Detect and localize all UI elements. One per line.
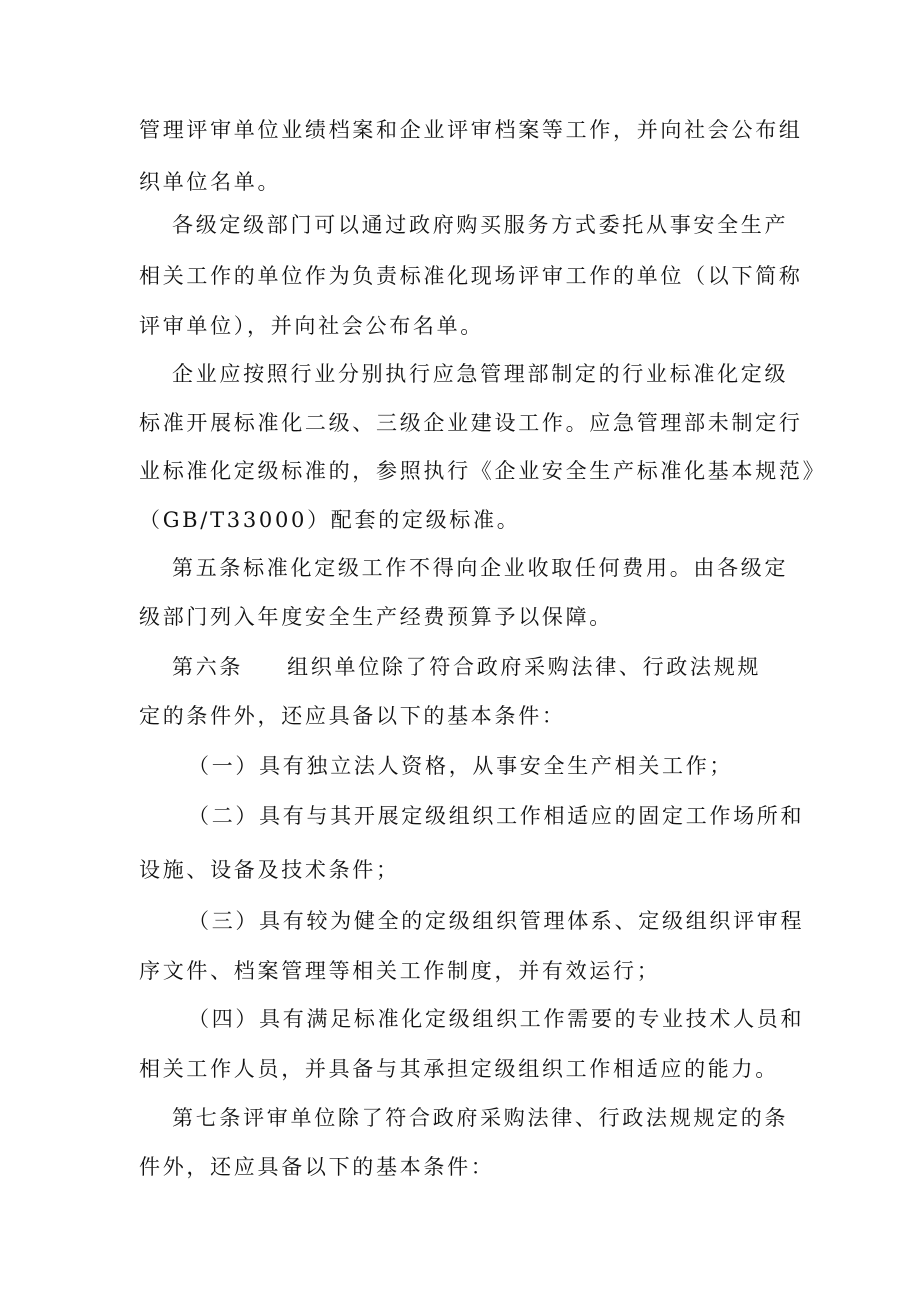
text-line: 相关工作的单位作为负责标准化现场评审工作的单位（以下简称 bbox=[139, 264, 803, 288]
text-line: 序文件、档案管理等相关工作制度，并有效运行； bbox=[139, 959, 661, 983]
article-6-line bbox=[172, 653, 761, 681]
text-line: 管理评审单位业绩档案和企业评审档案等工作，并向社会公布组 bbox=[139, 118, 803, 142]
text-line: 级部门列入年度安全生产经费预算予以保障。 bbox=[139, 605, 613, 629]
text-line: 业标准化定级标准的，参照执行《企业安全生产标准化基本规范》 bbox=[139, 459, 827, 483]
article-5-line: 第五条标准化定级工作不得向企业收取任何费用。由各级定 bbox=[172, 556, 789, 580]
paragraph-start-line: 企业应按照行业分别执行应急管理部制定的行业标准化定级 bbox=[172, 362, 789, 386]
text-line: （GB/T33000）配套的定级标准。 bbox=[139, 508, 521, 532]
article-6-label: 第六条 bbox=[172, 655, 244, 679]
text-line: 设施、设备及技术条件； bbox=[139, 858, 400, 882]
text-line: 相关工作人员，并具备与其承担定级组织工作相适应的能力。 bbox=[139, 1057, 779, 1081]
list-item-4: （四）具有满足标准化定级组织工作需要的专业技术人员和 bbox=[188, 1007, 805, 1031]
text-line: 织单位名单。 bbox=[139, 170, 282, 194]
article-7-line: 第七条评审单位除了符合政府采购法律、行政法规规定的条 bbox=[172, 1106, 789, 1130]
text-line: 标准开展标准化二级、三级企业建设工作。应急管理部未制定行 bbox=[139, 411, 803, 435]
text-line: 件外，还应具备以下的基本条件： bbox=[139, 1155, 495, 1179]
list-item-1: （一）具有独立法人资格，从事安全生产相关工作； bbox=[188, 754, 734, 778]
text-line: 评审单位），并向社会公布名单。 bbox=[139, 314, 484, 338]
text-line: 定的条件外，还应具备以下的基本条件： bbox=[139, 704, 566, 728]
list-item-2: （二）具有与其开展定级组织工作相适应的固定工作场所和 bbox=[188, 804, 805, 828]
list-item-3: （三）具有较为健全的定级组织管理体系、定级组织评审程 bbox=[188, 909, 805, 933]
article-6-text: 组织单位除了符合政府采购法律、行政法规规 bbox=[287, 655, 762, 679]
paragraph-start-line: 各级定级部门可以通过政府购买服务方式委托从事安全生产 bbox=[172, 213, 789, 237]
